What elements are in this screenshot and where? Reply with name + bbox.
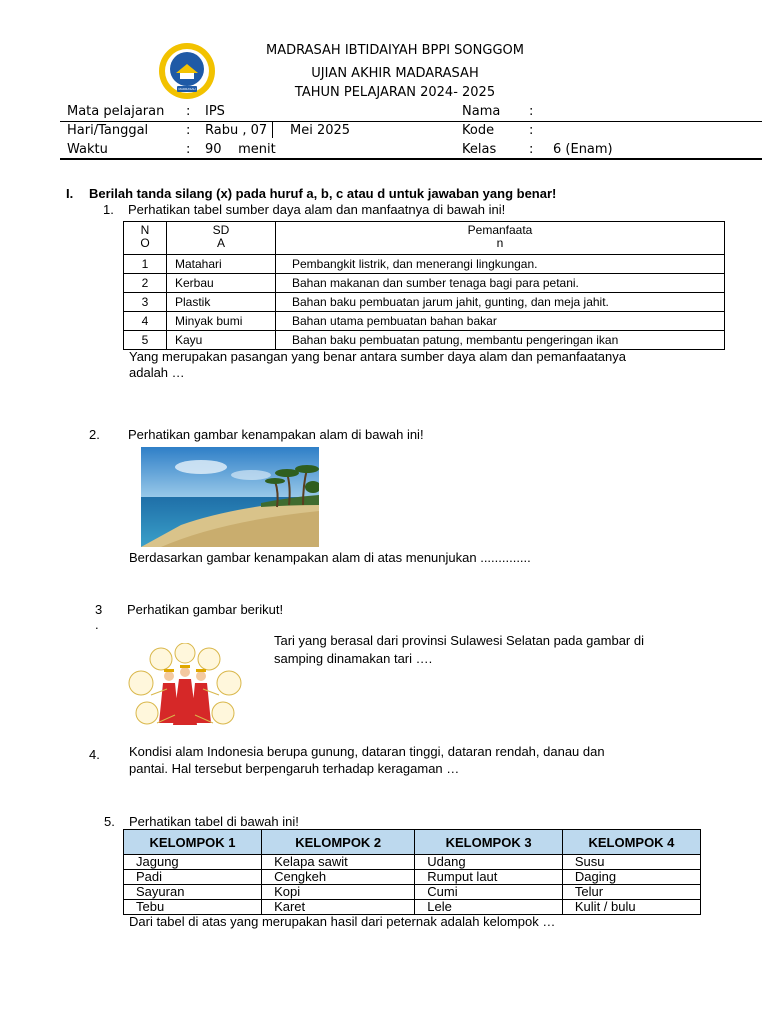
time-value: 90 menit [205,142,276,157]
header-sda: SD A [167,222,276,255]
school-logo [158,42,216,100]
group-cell: Tebu [124,900,262,915]
logo-text: MADRASAH [178,87,196,91]
table-header-row [124,222,725,255]
row-sda: Kerbau [167,274,276,293]
q3-side-line2: samping dinamakan tari …. [274,651,433,666]
row-use: Pembangkit listrik, dan menerangi lingkungan. [276,255,725,274]
group-cell: Cengkeh [262,870,415,885]
row-use: Bahan makanan dan sumber tenaga bagi para petani. [276,274,725,293]
table-row [124,331,725,350]
row-no: 4 [124,312,167,331]
name-label: Nama [462,104,501,119]
q4-text-line1: Kondisi alam Indonesia berupa gunung, dataran tinggi, dataran rendah, danau dan [129,744,605,759]
section-number: I. [66,186,74,201]
subject-colon: : [186,104,191,119]
q1-text: Perhatikan tabel sumber daya alam dan manfaatnya di bawah ini! [128,202,506,217]
table-row [124,870,701,885]
dance-image [127,643,243,736]
time-label: Waktu [67,142,108,157]
header-rule-bottom [60,158,762,160]
group-cell: Padi [124,870,262,885]
q5-number: 5. [104,814,115,829]
table-row [124,312,725,331]
row-no: 1 [124,255,167,274]
q2-number: 2. [89,427,100,442]
group-header-3: KELOMPOK 3 [415,830,563,855]
table-row [124,855,701,870]
q3-number: 3 [95,602,103,617]
header-no: N O [124,222,167,255]
q3-text: Perhatikan gambar berikut! [127,602,284,617]
q1-question-line1: Yang merupakan pasangan yang benar antara sumber daya alam dan pemanfaatanya [129,349,626,364]
school-year: TAHUN PELAJARAN 2024- 2025 [294,85,496,100]
table-row [124,885,701,900]
row-no: 5 [124,331,167,350]
row-use: Bahan baku pembuatan patung, membantu pengeringan ikan [276,331,725,350]
group-header-2: KELOMPOK 2 [262,830,415,855]
text-cursor [272,121,273,138]
subject-value: IPS [205,104,225,119]
code-colon: : [529,123,534,138]
group-cell: Lele [415,900,563,915]
day-colon: : [186,123,191,138]
section-instruction: Berilah tanda silang (x) pada huruf a, b, c atau d untuk jawaban yang benar! [89,186,557,201]
q5-text: Perhatikan tabel di bawah ini! [129,814,299,829]
group-table [123,829,701,915]
group-header-row [124,830,701,855]
beach-image [141,447,319,547]
group-cell: Cumi [415,885,563,900]
row-no: 2 [124,274,167,293]
day-value: Rabu , 07 [205,123,268,138]
table-row [124,255,725,274]
group-cell: Sayuran [124,885,262,900]
table-row [124,274,725,293]
group-cell: Kelapa sawit [262,855,415,870]
group-header-1: KELOMPOK 1 [124,830,262,855]
group-cell: Rumput laut [415,870,563,885]
group-cell: Jagung [124,855,262,870]
date-value: Mei 2025 [290,123,351,138]
q3-side-line1: Tari yang berasal dari provinsi Sulawesi Selatan pada gambar di [274,633,644,648]
school-name: MADRASAH IBTIDAIYAH BPPI SONGGOM [266,43,524,58]
subject-label: Mata pelajaran [67,104,165,119]
row-use: Bahan utama pembuatan bahan bakar [276,312,725,331]
group-cell: Karet [262,900,415,915]
row-sda: Plastik [167,293,276,312]
header-use: Pemanfaata n [276,222,725,255]
table-row [124,900,701,915]
table-row [124,293,725,312]
q4-text-line2: pantai. Hal tersebut berpengaruh terhadap keragaman … [129,761,460,776]
header-rule-top [60,121,762,122]
row-sda: Kayu [167,331,276,350]
group-cell: Telur [562,885,700,900]
group-cell: Daging [562,870,700,885]
group-cell: Kulit / bulu [562,900,700,915]
class-value: 6 (Enam) [553,142,613,157]
class-colon: : [529,142,534,157]
name-colon: : [529,104,534,119]
group-cell: Kopi [262,885,415,900]
row-use: Bahan baku pembuatan jarum jahit, gunting, dan meja jahit. [276,293,725,312]
group-header-4: KELOMPOK 4 [562,830,700,855]
row-sda: Minyak bumi [167,312,276,331]
class-label: Kelas [462,142,497,157]
row-sda: Matahari [167,255,276,274]
row-no: 3 [124,293,167,312]
q3-dot: . [95,617,99,632]
day-label: Hari/Tanggal [67,123,149,138]
time-colon: : [186,142,191,157]
q4-number: 4. [89,747,100,762]
q2-text: Perhatikan gambar kenampakan alam di bawah ini! [128,427,424,442]
q1-number: 1. [103,202,114,217]
q2-question: Berdasarkan gambar kenampakan alam di atas menunjukan .............. [129,550,531,565]
group-cell: Susu [562,855,700,870]
exam-title: UJIAN AKHIR MADARASAH [311,66,479,81]
q5-question: Dari tabel di atas yang merupakan hasil dari peternak adalah kelompok … [129,914,556,929]
code-label: Kode [462,123,495,138]
q1-question-line2: adalah … [129,365,185,380]
group-cell: Udang [415,855,563,870]
resource-table [123,221,725,350]
